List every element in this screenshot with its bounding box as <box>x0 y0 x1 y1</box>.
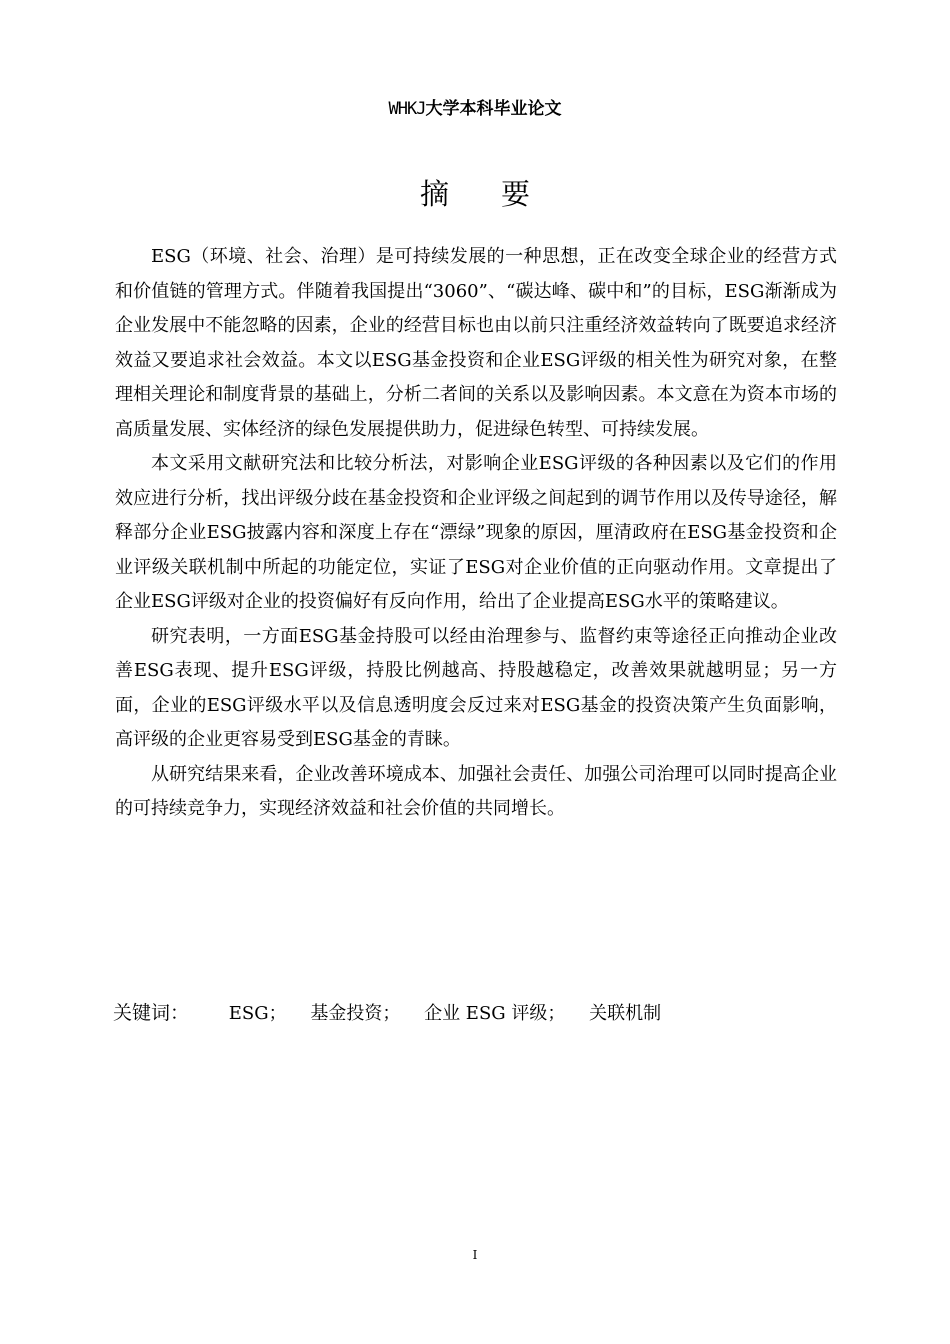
abstract-body <box>115 240 837 827</box>
keywords-label: 关键词： <box>113 1002 190 1024</box>
keyword-item: 关联机制 <box>589 1003 662 1024</box>
abstract-paragraph: 研究表明，一方面ESG基金持股可以经由治理参与、监督约束等途径正向推动企业改善ESG表现、提升ESG评级，持股比例越高、持股越稳定，改善效果就越明显；另一方面，企业的ESG评级水平以及信息透明度会反过来对ESG基金的投资决策产生负面影响，高评级的企业更容易受到ESG基金的青睐。 <box>115 625 837 750</box>
keyword-item: 企业 ESG 评级； <box>424 1003 566 1024</box>
page-title: 摘要 <box>419 177 582 211</box>
header-school: 大学本科毕业论文 <box>425 99 562 119</box>
abstract-paragraph: 从研究结果来看，企业改善环境成本、加强社会责任、加强公司治理可以同时提高企业的可持续竞争力，实现经济效益和社会价值的共同增长。 <box>115 763 837 819</box>
running-header <box>0 94 950 119</box>
page-number: I <box>472 1248 478 1262</box>
abstract-paragraph: 本文采用文献研究法和比较分析法，对影响企业ESG评级的各种因素以及它们的作用效应进行分析，找出评级分歧在基金投资和企业评级之间起到的调节作用以及传导途径，解释部分企业ESG披露内容和深度上存在“漂绿”现象的原因，厘清政府在ESG基金投资和企业评级关联机制中所起的功能定位，实证了ESG对企业价值的正向驱动作用。文章提出了企业ESG评级对企业的投资偏好有反向作用，给出了企业提高ESG水平的策略建议。 <box>115 453 837 612</box>
header-code: WHKJ <box>388 99 426 119</box>
abstract-paragraph: ESG（环境、社会、治理）是可持续发展的一种思想，正在改变全球企业的经营方式和价值链的管理方式。伴随着我国提出“3060”、“碳达峰、碳中和”的目标，ESG渐渐成为企业发展中不能忽略的因素，企业的经营目标也由以前只注重经济效益转向了既要追求经济效益又要追求社会效益。本文以ESG基金投资和企业ESG评级的相关性为研究对象，在整理相关理论和制度背景的基础上，分析二者间的关系以及影响因素。本文意在为资本市场的高质量发展、实体经济的绿色发展提供助力，促进绿色转型、可持续发展。 <box>115 246 837 440</box>
keywords-line <box>113 998 679 1025</box>
keyword-item: 基金投资； <box>310 1003 401 1024</box>
keyword-item: ESG； <box>228 1003 287 1024</box>
